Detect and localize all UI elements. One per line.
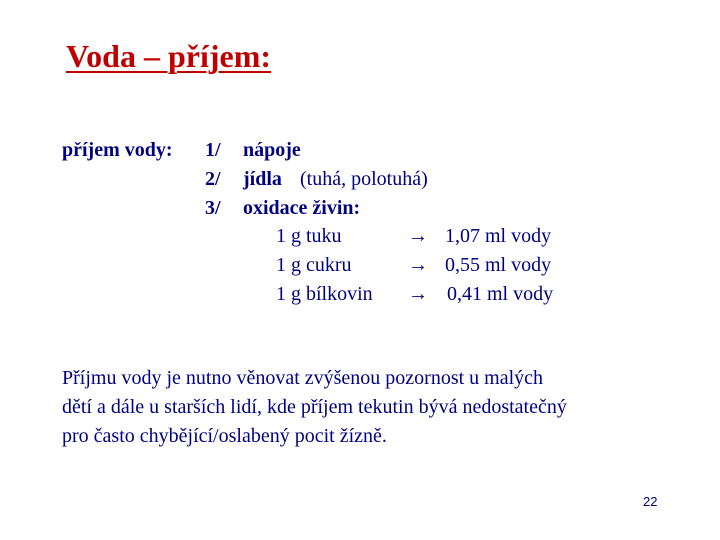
item-1-text: nápoje (243, 139, 301, 161)
intake-label: příjem vody: (62, 139, 173, 161)
oxidation-water-protein: 0,41 ml vody (447, 283, 554, 305)
oxidation-water-sugar: 0,55 ml vody (445, 254, 552, 276)
note-line: pro často chybějící/oslabený pocit žízně. (62, 425, 387, 447)
oxidation-nutrient-fat: 1 g tuku (276, 225, 342, 247)
note-paragraph (62, 364, 682, 451)
item-2-number: 2/ (205, 168, 221, 190)
page-number: 22 (643, 494, 658, 509)
item-1-number: 1/ (205, 139, 221, 161)
item-3-text: oxidace živin: (243, 197, 361, 219)
arrow-right-icon: → (408, 254, 428, 276)
oxidation-water-fat: 1,07 ml vody (445, 225, 552, 247)
arrow-right-icon: → (408, 283, 428, 305)
item-2-text: jídla (243, 168, 282, 190)
note-line: Příjmu vody je nutno věnovat zvýšenou pozornost u malých (62, 367, 544, 389)
item-2-note: (tuhá, polotuhá) (300, 168, 428, 190)
oxidation-nutrient-protein: 1 g bílkovin (276, 283, 373, 305)
slide-title: Voda – příjem: (66, 38, 272, 74)
oxidation-nutrient-sugar: 1 g cukru (276, 254, 352, 276)
note-line: dětí a dále u starších lidí, kde příjem tekutin bývá nedostatečný (62, 396, 567, 418)
arrow-right-icon: → (408, 225, 428, 247)
item-3-number: 3/ (205, 197, 221, 219)
